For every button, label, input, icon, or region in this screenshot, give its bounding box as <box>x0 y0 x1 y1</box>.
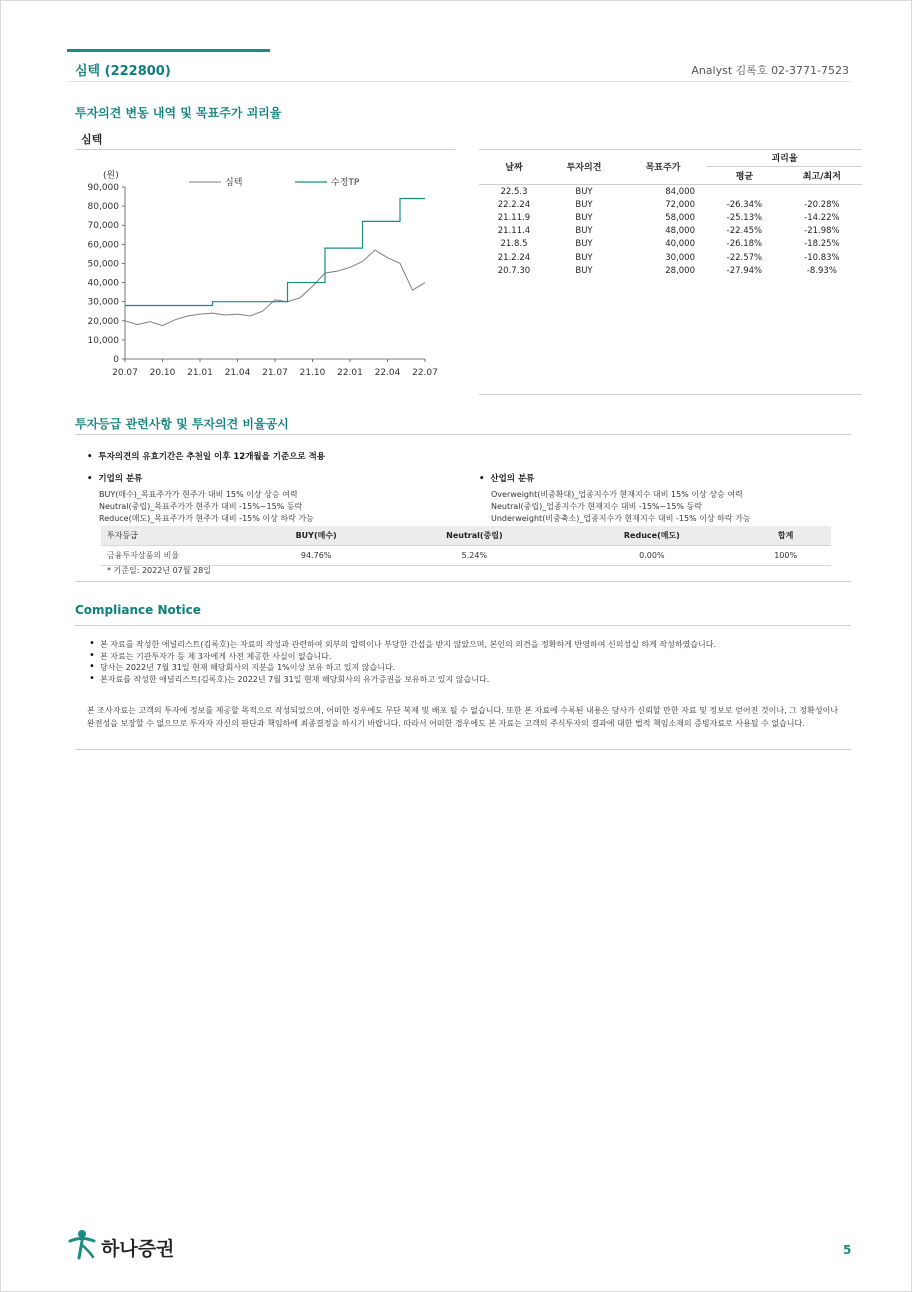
col-gap: 괴리율 <box>707 149 862 167</box>
opinion-gap-hilo <box>782 185 862 199</box>
ratio-header-grade: 투자등급 <box>101 526 247 546</box>
opinion-date: 21.2.24 <box>497 252 531 263</box>
opinion-table-bottom-rule <box>479 394 862 395</box>
y-tick-label: 50,000 <box>87 259 119 270</box>
ratio-total-value: 100% <box>740 546 831 566</box>
legend-label-price: 심텍 <box>225 178 243 188</box>
ratio-row-label: 금융투자상품의 비율 <box>101 546 247 566</box>
opinion-date: 22.5.3 <box>500 186 528 197</box>
hana-logo-icon <box>67 1227 97 1261</box>
y-tick-label: 70,000 <box>87 221 119 232</box>
opinion-row <box>479 211 862 224</box>
opinion-target: 30,000 <box>665 252 695 263</box>
y-tick-label: 40,000 <box>87 278 119 289</box>
industry-class-neutral: Neutral(중립)_업종지수가 현재지수 대비 -15%~15% 등락 <box>491 502 703 511</box>
compliance-item: • 당사는 2022년 7월 31일 현재 해당회사의 지분을 1%이상 보유 하고 있지 않습니다. <box>87 662 847 674</box>
opinion-gap-avg: -22.45% <box>726 226 763 237</box>
opinion-target: 72,000 <box>665 199 695 210</box>
company-class-reduce: Reduce(매도)_목표주가가 현주가 대비 -15% 이상 하락 가능 <box>99 514 314 523</box>
chart-plot-area <box>88 169 438 378</box>
opinion-row <box>479 264 862 277</box>
ratio-data-row <box>101 546 831 566</box>
y-tick-label: 30,000 <box>87 297 119 308</box>
ratio-header-total: 합계 <box>740 526 831 546</box>
ratio-header-neutral: Neutral(중립) <box>385 526 563 546</box>
opinion-date: 21.11.4 <box>497 226 531 237</box>
opinion-row <box>479 185 862 199</box>
page-number: 5 <box>843 1243 852 1257</box>
industry-class-list <box>479 489 751 525</box>
compliance-item: • 본 자료는 기관투자가 등 제 3자에게 사전 제공한 사실이 없습니다. <box>87 651 847 663</box>
x-tick-label: 21.07 <box>262 368 288 378</box>
y-tick-label: 60,000 <box>87 240 119 251</box>
ratio-reduce-value: 0.00% <box>563 546 740 566</box>
x-tick-label: 20.10 <box>149 368 176 378</box>
section-rating-divider <box>75 434 851 435</box>
company-class-list <box>87 489 314 525</box>
price-target-chart <box>75 151 465 386</box>
y-tick-label: 90,000 <box>87 183 119 193</box>
opinion-value: BUY <box>575 252 593 263</box>
disclaimer-text: 본 조사자료는 고객의 투자에 정보를 제공할 목적으로 작성되었으며, 어떠한 경우에도 무단 복제 및 배포 될 수 없습니다. 또한 본 자료에 수록된 내용은 당사가 신뢰할 만한 자료 및 정보로 얻어진 것이나, 그 정확성이나 완전성을 보장할 수 없으므로 투자자 자신의 판단과 책임하에 최종결정을 하시기 바랍니다. 따라서 어떠한 경우에도 본 자료는 고객의 주식투자의 결과에 대한 법적 책임소재의 증빙자료로 사용될 수 없습니다. <box>87 706 839 728</box>
ratio-header-row <box>101 526 831 546</box>
col-opinion: 투자의견 <box>566 163 602 173</box>
opinion-row <box>479 238 862 251</box>
header-divider <box>67 81 851 82</box>
opinion-row <box>479 225 862 238</box>
price-series-line <box>125 250 425 326</box>
chart-top-divider <box>75 149 455 150</box>
opinion-target: 84,000 <box>665 186 695 197</box>
y-tick-label: 0 <box>113 355 119 365</box>
x-tick-label: 20.07 <box>112 368 138 378</box>
chart-company-name: 심텍 <box>81 133 103 146</box>
opinion-gap-hilo: -10.83% <box>804 252 840 263</box>
y-unit-label: (원) <box>103 171 119 181</box>
opinion-target: 48,000 <box>665 226 695 237</box>
company-classification: • 기업의 분류 BUY(매수)_목표주가가 현주가 대비 15% 이상 상승 여력 Neutral(중립)_목표주가가 현주가 대비 -15%~15% 등락 Reduce(매도)_목표주가가 현주가 대비 -15% 이상 하락 가능 <box>87 474 314 523</box>
section-opinion-history-title: 투자의견 변동 내역 및 목표주가 괴리율 <box>75 106 282 120</box>
opinion-gap-avg: -22.57% <box>726 252 763 263</box>
analyst-info <box>691 62 849 78</box>
rating-ratio-table <box>101 526 831 566</box>
target-price-series-line <box>125 198 425 305</box>
opinion-row <box>479 198 862 211</box>
legend-label-tp: 수정TP <box>331 178 360 188</box>
opinion-gap-hilo: -21.98% <box>804 226 840 237</box>
opinion-value: BUY <box>575 265 593 276</box>
col-gap-hilo: 최고/최저 <box>802 172 841 182</box>
analyst-label: Analyst <box>691 64 733 77</box>
opinion-target: 28,000 <box>665 265 695 276</box>
opinion-row <box>479 251 862 264</box>
validity-text: 투자의견의 유효기간은 추천일 이후 12개월을 기준으로 적용 <box>98 452 326 462</box>
opinion-date: 20.7.30 <box>497 265 531 276</box>
analyst-name: 김록호 <box>735 64 768 77</box>
hana-logo-text: 하나증권 <box>101 1238 175 1260</box>
opinion-gap-hilo: -14.22% <box>804 212 840 223</box>
opinion-value: BUY <box>575 239 593 250</box>
opinion-gap-avg <box>707 185 782 199</box>
analyst-phone: 02-3771-7523 <box>771 64 849 77</box>
compliance-list <box>87 639 847 685</box>
opinion-date: 21.8.5 <box>500 239 528 250</box>
section-rating-title: 투자등급 관련사항 및 투자의견 비율공시 <box>75 417 289 431</box>
y-tick-label: 80,000 <box>87 202 119 213</box>
opinion-history-table <box>479 149 862 277</box>
opinion-date: 22.2.24 <box>497 199 531 210</box>
opinion-value: BUY <box>575 226 593 237</box>
x-tick-label: 21.01 <box>187 368 213 378</box>
opinion-value: BUY <box>575 186 593 197</box>
section-rating-bottom-divider <box>75 581 851 582</box>
industry-class-underweight: Underweight(비중축소)_업종지수가 현재지수 대비 -15% 이상 하락 가능 <box>491 514 751 523</box>
opinion-gap-hilo: -8.93% <box>806 265 837 276</box>
industry-class-overweight: Overweight(비중확대)_업종지수가 현재지수 대비 15% 이상 상승 여력 <box>491 490 743 499</box>
company-class-buy: BUY(매수)_목표주가가 현주가 대비 15% 이상 상승 여력 <box>99 490 298 499</box>
x-tick-label: 22.01 <box>337 368 363 378</box>
company-title: 심텍 (222800) <box>75 64 171 79</box>
compliance-item: • 본자료를 작성한 애널리스트(김록호)는 2022년 7월 31일 현재 해당회사의 유가증권을 보유하고 있지 않습니다. <box>87 674 847 686</box>
y-tick-label: 20,000 <box>87 316 119 327</box>
col-target-price: 목표주가 <box>645 163 681 173</box>
opinion-target: 58,000 <box>665 212 695 223</box>
opinion-table-body <box>479 185 862 278</box>
col-gap-avg: 평균 <box>735 172 754 182</box>
x-tick-label: 21.04 <box>224 368 251 378</box>
opinion-gap-avg: -26.18% <box>726 239 763 250</box>
ratio-buy-value: 94.76% <box>247 546 385 566</box>
opinion-gap-avg: -26.34% <box>726 199 763 210</box>
x-tick-label: 22.04 <box>374 368 401 378</box>
compliance-divider <box>75 625 851 626</box>
header-accent-bar <box>67 49 270 52</box>
compliance-item: • 본 자료를 작성한 애널리스트(김록호)는 자료의 작성과 관련하여 외부의 압력이나 부당한 간섭을 받지 않았으며, 본인의 의견을 정확하게 반영하여 신의성실 하게 작성하였습니다. <box>87 639 847 651</box>
opinion-gap-avg: -25.13% <box>726 212 763 223</box>
x-tick-label: 22.07 <box>412 368 438 378</box>
compliance-title: Compliance Notice <box>75 603 201 617</box>
company-class-neutral: Neutral(중립)_목표주가가 현주가 대비 -15%~15% 등락 <box>99 502 303 511</box>
validity-note: • 투자의견의 유효기간은 추천일 이후 12개월을 기준으로 적용 <box>87 452 326 462</box>
x-tick-label: 21.10 <box>299 368 326 378</box>
opinion-value: BUY <box>575 199 593 210</box>
industry-classification: • 산업의 분류 Overweight(비중확대)_업종지수가 현재지수 대비 15% 이상 상승 여력 Neutral(중립)_업종지수가 현재지수 대비 -15%~15% 등락 Underweight(비중축소)_업종지수가 현재지수 대비 -15% 이상 하락 가능 <box>479 474 751 523</box>
opinion-gap-hilo: -20.28% <box>804 199 840 210</box>
company-class-title: 기업의 분류 <box>98 474 143 484</box>
opinion-date: 21.11.9 <box>497 212 531 223</box>
y-tick-label: 10,000 <box>87 335 119 346</box>
ratio-header-buy: BUY(매수) <box>247 526 385 546</box>
compliance-bottom-divider <box>75 749 851 750</box>
industry-class-title: 산업의 분류 <box>490 474 535 484</box>
opinion-gap-hilo: -18.25% <box>804 239 840 250</box>
ratio-neutral-value: 5.24% <box>385 546 563 566</box>
opinion-target: 40,000 <box>665 239 695 250</box>
opinion-value: BUY <box>575 212 593 223</box>
opinion-gap-avg: -27.94% <box>726 265 763 276</box>
ratio-header-reduce: Reduce(매도) <box>563 526 740 546</box>
col-date: 날짜 <box>505 163 523 173</box>
basis-date: * 기준일: 2022년 07월 28일 <box>107 566 211 575</box>
